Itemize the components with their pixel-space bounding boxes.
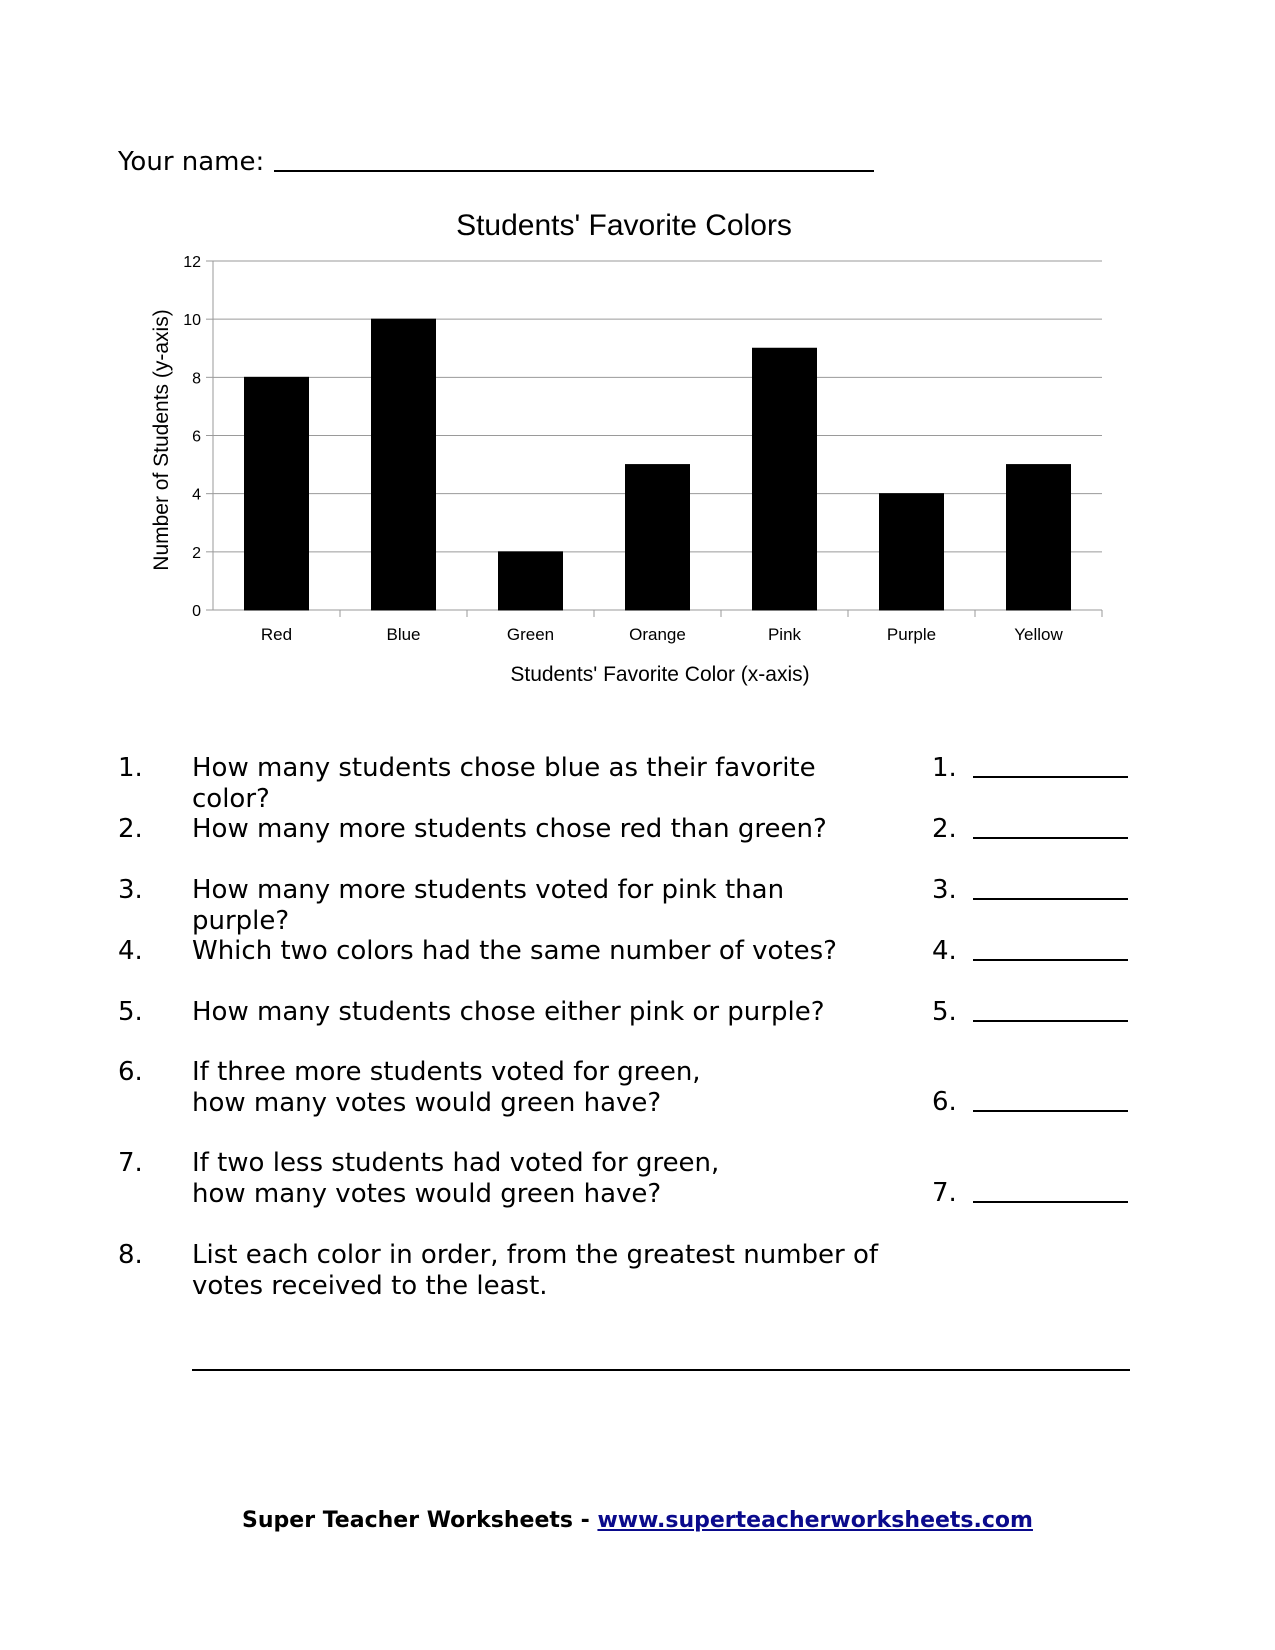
question-text: How many students chose either pink or purple? [192,997,825,1027]
question-text: If two less students had voted for green, how many votes would green have? [192,1148,720,1209]
question-number: 3. [118,875,143,905]
bar-green [499,552,563,610]
answer-slot-3 [932,875,1128,906]
answer-number: 4. [932,936,957,966]
answer-blank-line[interactable] [973,1088,1128,1112]
bar-pink [753,348,817,610]
answer-number: 1. [932,753,957,783]
question-number: 1. [118,753,143,783]
question-number: 8. [118,1240,143,1270]
y-tick-label: 8 [192,370,201,388]
answer-blank-line[interactable] [973,876,1128,900]
question-text: If three more students voted for green, how many votes would green have? [192,1057,701,1118]
answer-number: 2. [932,814,957,844]
bar-orange [626,465,690,610]
x-tick-label: Purple [886,625,937,644]
name-label: Your name: [118,147,265,177]
x-tick-label: Yellow [1014,625,1063,644]
x-tick-label: Pink [767,625,802,644]
answer-blank-line[interactable] [973,998,1128,1022]
question-number: 2. [118,814,143,844]
name-blank-line[interactable] [274,146,874,172]
name-field-row [118,146,874,177]
order-answer-line[interactable] [192,1369,1130,1371]
question-number: 6. [118,1057,143,1087]
bar-red [245,377,309,610]
answer-blank-line[interactable] [973,1179,1128,1203]
question-text: How many more students chose red than green? [192,814,827,844]
answer-blank-line[interactable] [973,815,1128,839]
answer-slot-7 [932,1178,1128,1209]
chart-title: Students' Favorite Colors [456,209,792,242]
question-text: How many students chose blue as their favorite color? [192,753,816,814]
y-tick-label: 0 [192,603,201,620]
answer-number: 7. [932,1178,957,1208]
question-number: 7. [118,1148,143,1178]
answer-number: 6. [932,1087,957,1117]
footer-brand: Super Teacher Worksheets - [242,1508,598,1533]
y-tick-label: 12 [183,254,201,271]
answer-number: 3. [932,875,957,905]
x-axis-label: Students' Favorite Color (x-axis) [510,663,810,686]
bar-purple [880,494,944,610]
y-axis-label: Number of Students (y-axis) [150,309,173,571]
question-text: Which two colors had the same number of votes? [192,936,837,966]
favorite-colors-bar-chart [0,195,1275,695]
bar-blue [372,319,436,610]
y-tick-label: 4 [192,486,201,504]
x-tick-label: Orange [629,625,686,644]
y-tick-label: 2 [192,544,201,562]
footer [0,1508,1275,1533]
bar-yellow [1007,465,1071,610]
answer-slot-6 [932,1087,1128,1118]
footer-link[interactable]: www.superteacherworksheets.com [597,1508,1033,1533]
y-tick-label: 6 [192,428,201,446]
question-text: List each color in order, from the greatest number of votes received to the least. [192,1240,879,1301]
answer-slot-1 [932,753,1128,784]
answer-blank-line[interactable] [973,754,1128,778]
answer-blank-line[interactable] [973,937,1128,961]
question-number: 5. [118,997,143,1027]
x-tick-label: Blue [386,625,421,644]
answer-slot-4 [932,936,1128,967]
answer-slot-2 [932,814,1128,845]
x-tick-label: Red [260,625,293,644]
answer-slot-5 [932,997,1128,1028]
x-tick-label: Green [506,625,555,644]
question-number: 4. [118,936,143,966]
question-text: How many more students voted for pink than purple? [192,875,785,936]
answer-number: 5. [932,997,957,1027]
y-tick-label: 10 [183,312,201,330]
